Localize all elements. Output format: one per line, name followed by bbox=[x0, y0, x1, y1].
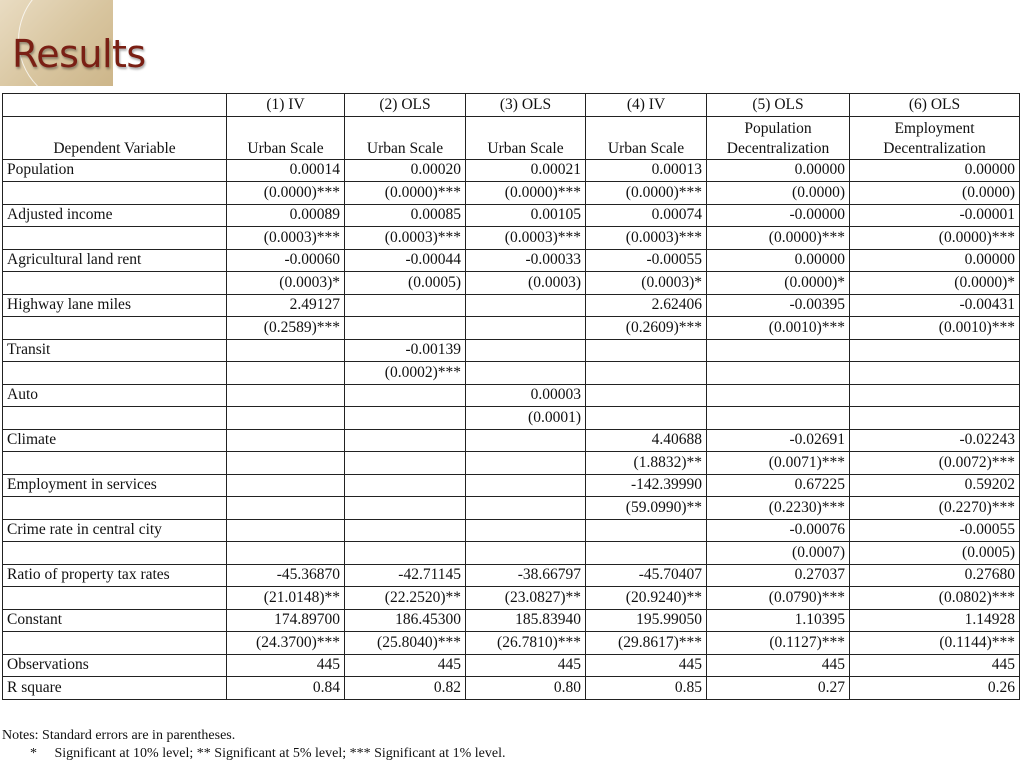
table-cell: (0.1127)*** bbox=[707, 632, 850, 655]
table-cell: (0.0007) bbox=[707, 542, 850, 565]
table-cell: (0.0000) bbox=[707, 182, 850, 205]
table-cell bbox=[850, 339, 1020, 362]
table-cell: -0.02691 bbox=[707, 429, 850, 452]
dependent-variable: Urban Scale bbox=[466, 116, 586, 159]
dependent-variable-row bbox=[3, 116, 1020, 159]
table-cell: (0.0071)*** bbox=[707, 452, 850, 475]
table-cell bbox=[227, 474, 345, 497]
table-cell: 0.27680 bbox=[850, 564, 1020, 587]
table-cell: (0.2230)*** bbox=[707, 497, 850, 520]
table-cell: (0.0003)*** bbox=[345, 227, 466, 250]
table-cell: (29.8617)*** bbox=[586, 632, 707, 655]
table-row bbox=[3, 654, 1020, 677]
table-cell bbox=[466, 429, 586, 452]
table-cell: (0.0002)*** bbox=[345, 362, 466, 385]
table-cell: -0.00431 bbox=[850, 294, 1020, 317]
table-cell bbox=[466, 452, 586, 475]
table-cell bbox=[345, 519, 466, 542]
table-cell: -0.00076 bbox=[707, 519, 850, 542]
table-cell: -0.00395 bbox=[707, 294, 850, 317]
table-cell: 1.10395 bbox=[707, 609, 850, 632]
table-cell: (0.0005) bbox=[850, 542, 1020, 565]
table-row bbox=[3, 564, 1020, 587]
table-cell: (0.0003) bbox=[466, 272, 586, 295]
dependent-variable-label: Dependent Variable bbox=[3, 116, 227, 159]
row-label bbox=[3, 272, 227, 295]
table-cell: 0.00013 bbox=[586, 159, 707, 182]
model-header: (1) IV bbox=[227, 94, 345, 117]
table-row bbox=[3, 272, 1020, 295]
table-cell bbox=[345, 542, 466, 565]
table-cell: (24.3700)*** bbox=[227, 632, 345, 655]
table-cell: 0.27 bbox=[707, 677, 850, 700]
table-cell: 0.00000 bbox=[707, 249, 850, 272]
table-cell: (26.7810)*** bbox=[466, 632, 586, 655]
table-cell: 445 bbox=[707, 654, 850, 677]
model-header-row bbox=[3, 94, 1020, 117]
dependent-variable: Urban Scale bbox=[345, 116, 466, 159]
row-label bbox=[3, 497, 227, 520]
model-header: (6) OLS bbox=[850, 94, 1020, 117]
table-row bbox=[3, 317, 1020, 340]
table-row bbox=[3, 384, 1020, 407]
table-cell bbox=[466, 474, 586, 497]
table-cell: 4.40688 bbox=[586, 429, 707, 452]
row-label: R square bbox=[3, 677, 227, 700]
table-cell bbox=[345, 317, 466, 340]
regression-results-table bbox=[2, 93, 1020, 700]
row-label bbox=[3, 362, 227, 385]
table-row bbox=[3, 497, 1020, 520]
table-cell: 2.62406 bbox=[586, 294, 707, 317]
row-label bbox=[3, 587, 227, 610]
row-label: Constant bbox=[3, 609, 227, 632]
row-label: Highway lane miles bbox=[3, 294, 227, 317]
table-cell: 0.00014 bbox=[227, 159, 345, 182]
table-row bbox=[3, 609, 1020, 632]
table-cell: (23.0827)** bbox=[466, 587, 586, 610]
row-label: Crime rate in central city bbox=[3, 519, 227, 542]
row-label bbox=[3, 542, 227, 565]
table-cell: 0.00000 bbox=[850, 159, 1020, 182]
table-cell: (0.0790)*** bbox=[707, 587, 850, 610]
table-cell: (21.0148)** bbox=[227, 587, 345, 610]
table-cell bbox=[586, 542, 707, 565]
table-cell: 0.26 bbox=[850, 677, 1020, 700]
table-cell bbox=[227, 542, 345, 565]
row-label: Population bbox=[3, 159, 227, 182]
table-cell bbox=[227, 452, 345, 475]
table-cell: 0.00000 bbox=[707, 159, 850, 182]
table-cell: 0.00089 bbox=[227, 204, 345, 227]
slide-title: Results bbox=[12, 32, 146, 76]
table-cell: 445 bbox=[586, 654, 707, 677]
table-cell bbox=[227, 339, 345, 362]
table-cell bbox=[466, 497, 586, 520]
table-row bbox=[3, 182, 1020, 205]
table-cell: -0.00033 bbox=[466, 249, 586, 272]
dependent-variable: Population Decentralization bbox=[707, 116, 850, 159]
header-corner-cell bbox=[3, 94, 227, 117]
table-cell bbox=[345, 407, 466, 430]
row-label: Transit bbox=[3, 339, 227, 362]
table-cell: (0.2270)*** bbox=[850, 497, 1020, 520]
table-cell: 0.27037 bbox=[707, 564, 850, 587]
table-cell: -142.39990 bbox=[586, 474, 707, 497]
table-cell: (0.0010)*** bbox=[707, 317, 850, 340]
table-cell: 445 bbox=[345, 654, 466, 677]
table-cell bbox=[345, 384, 466, 407]
table-cell bbox=[227, 429, 345, 452]
row-label: Employment in services bbox=[3, 474, 227, 497]
table-row bbox=[3, 474, 1020, 497]
table-cell bbox=[227, 362, 345, 385]
table-cell: (0.0003)*** bbox=[586, 227, 707, 250]
table-cell bbox=[586, 339, 707, 362]
table-cell: (0.1144)*** bbox=[850, 632, 1020, 655]
dependent-variable: Urban Scale bbox=[586, 116, 707, 159]
table-cell: 0.00074 bbox=[586, 204, 707, 227]
dependent-variable: Employment Decentralization bbox=[850, 116, 1020, 159]
row-label: Agricultural land rent bbox=[3, 249, 227, 272]
table-cell: (0.0010)*** bbox=[850, 317, 1020, 340]
table-row bbox=[3, 204, 1020, 227]
table-row bbox=[3, 452, 1020, 475]
table-cell: 174.89700 bbox=[227, 609, 345, 632]
table-cell: -0.00060 bbox=[227, 249, 345, 272]
table-cell: 0.85 bbox=[586, 677, 707, 700]
table-row bbox=[3, 407, 1020, 430]
table-row bbox=[3, 542, 1020, 565]
table-cell bbox=[707, 384, 850, 407]
notes-standard-errors: Notes: Standard errors are in parentheses. bbox=[2, 728, 236, 743]
table-cell bbox=[345, 497, 466, 520]
table-cell: 0.84 bbox=[227, 677, 345, 700]
table-cell bbox=[586, 384, 707, 407]
table-row bbox=[3, 519, 1020, 542]
table-cell bbox=[586, 407, 707, 430]
table-cell: 0.00003 bbox=[466, 384, 586, 407]
table-cell bbox=[466, 362, 586, 385]
table-row bbox=[3, 632, 1020, 655]
table-cell bbox=[850, 362, 1020, 385]
row-label bbox=[3, 227, 227, 250]
table-cell: 0.67225 bbox=[707, 474, 850, 497]
table-cell: (0.0003)* bbox=[227, 272, 345, 295]
table-cell: (0.0802)*** bbox=[850, 587, 1020, 610]
table-cell bbox=[466, 542, 586, 565]
table-row bbox=[3, 677, 1020, 700]
table-cell: (0.0003)* bbox=[586, 272, 707, 295]
table-row bbox=[3, 227, 1020, 250]
table-row bbox=[3, 159, 1020, 182]
table-row bbox=[3, 294, 1020, 317]
table-cell: (0.0000)* bbox=[850, 272, 1020, 295]
table-cell: 0.00105 bbox=[466, 204, 586, 227]
table-cell bbox=[227, 519, 345, 542]
table-cell: (0.0001) bbox=[466, 407, 586, 430]
table-cell bbox=[707, 407, 850, 430]
table-cell bbox=[707, 339, 850, 362]
row-label bbox=[3, 317, 227, 340]
table-cell: 445 bbox=[227, 654, 345, 677]
table-cell: (0.0000)*** bbox=[227, 182, 345, 205]
table-cell: -0.00055 bbox=[586, 249, 707, 272]
model-header: (3) OLS bbox=[466, 94, 586, 117]
table-cell: -0.00139 bbox=[345, 339, 466, 362]
row-label: Adjusted income bbox=[3, 204, 227, 227]
row-label bbox=[3, 452, 227, 475]
model-header: (2) OLS bbox=[345, 94, 466, 117]
table-cell bbox=[466, 339, 586, 362]
table-cell: (0.0003)*** bbox=[227, 227, 345, 250]
table-cell: (0.0000)* bbox=[707, 272, 850, 295]
table-cell: -0.00001 bbox=[850, 204, 1020, 227]
table-cell: (0.0000)*** bbox=[850, 227, 1020, 250]
table-cell: (0.0003)*** bbox=[466, 227, 586, 250]
table-cell bbox=[227, 407, 345, 430]
table-cell: 195.99050 bbox=[586, 609, 707, 632]
notes-significance-legend: * Significant at 10% level; ** Significant at 5% level; *** Significant at 1% level. bbox=[30, 746, 506, 761]
table-cell: 185.83940 bbox=[466, 609, 586, 632]
table-cell: 2.49127 bbox=[227, 294, 345, 317]
table-cell bbox=[850, 407, 1020, 430]
table-cell: 186.45300 bbox=[345, 609, 466, 632]
table-cell: -0.02243 bbox=[850, 429, 1020, 452]
table-row bbox=[3, 429, 1020, 452]
table-cell bbox=[466, 317, 586, 340]
model-header: (4) IV bbox=[586, 94, 707, 117]
dependent-variable: Urban Scale bbox=[227, 116, 345, 159]
table-cell: (0.0000)*** bbox=[345, 182, 466, 205]
row-label bbox=[3, 182, 227, 205]
table-row bbox=[3, 587, 1020, 610]
row-label: Auto bbox=[3, 384, 227, 407]
table-cell: 0.00000 bbox=[850, 249, 1020, 272]
table-cell bbox=[345, 429, 466, 452]
table-cell: (1.8832)** bbox=[586, 452, 707, 475]
table-cell: 0.00085 bbox=[345, 204, 466, 227]
table-cell bbox=[707, 362, 850, 385]
table-cell: 0.80 bbox=[466, 677, 586, 700]
table-cell: (0.0000)*** bbox=[466, 182, 586, 205]
table-cell bbox=[345, 474, 466, 497]
table-cell bbox=[850, 384, 1020, 407]
table-notes bbox=[2, 727, 506, 763]
table-cell: 0.00021 bbox=[466, 159, 586, 182]
table-cell bbox=[345, 452, 466, 475]
table-cell: -45.36870 bbox=[227, 564, 345, 587]
table-cell: 445 bbox=[466, 654, 586, 677]
table-cell: (0.0005) bbox=[345, 272, 466, 295]
table-cell: (22.2520)** bbox=[345, 587, 466, 610]
table-cell: (25.8040)*** bbox=[345, 632, 466, 655]
table-cell: -0.00000 bbox=[707, 204, 850, 227]
table-cell bbox=[227, 497, 345, 520]
row-label: Ratio of property tax rates bbox=[3, 564, 227, 587]
table-row bbox=[3, 249, 1020, 272]
table-cell: 0.59202 bbox=[850, 474, 1020, 497]
row-label bbox=[3, 407, 227, 430]
table-cell: 1.14928 bbox=[850, 609, 1020, 632]
table-cell bbox=[345, 294, 466, 317]
table-cell: -0.00044 bbox=[345, 249, 466, 272]
table-cell: (0.0000)*** bbox=[707, 227, 850, 250]
table-cell bbox=[586, 519, 707, 542]
table-cell: 0.00020 bbox=[345, 159, 466, 182]
row-label: Observations bbox=[3, 654, 227, 677]
table-row bbox=[3, 362, 1020, 385]
table-cell: (0.0072)*** bbox=[850, 452, 1020, 475]
table-cell bbox=[586, 362, 707, 385]
table-cell: -45.70407 bbox=[586, 564, 707, 587]
table-cell: (0.0000)*** bbox=[586, 182, 707, 205]
table-cell: (20.9240)** bbox=[586, 587, 707, 610]
table-cell: (59.0990)** bbox=[586, 497, 707, 520]
table-cell bbox=[466, 519, 586, 542]
table-row bbox=[3, 339, 1020, 362]
table-cell: -38.66797 bbox=[466, 564, 586, 587]
row-label: Climate bbox=[3, 429, 227, 452]
table-cell: -42.71145 bbox=[345, 564, 466, 587]
table-cell bbox=[227, 384, 345, 407]
table-cell: (0.2589)*** bbox=[227, 317, 345, 340]
table-cell: -0.00055 bbox=[850, 519, 1020, 542]
table-cell: (0.2609)*** bbox=[586, 317, 707, 340]
model-header: (5) OLS bbox=[707, 94, 850, 117]
row-label bbox=[3, 632, 227, 655]
table-cell: 445 bbox=[850, 654, 1020, 677]
table-cell bbox=[466, 294, 586, 317]
table-cell: 0.82 bbox=[345, 677, 466, 700]
table-cell: (0.0000) bbox=[850, 182, 1020, 205]
